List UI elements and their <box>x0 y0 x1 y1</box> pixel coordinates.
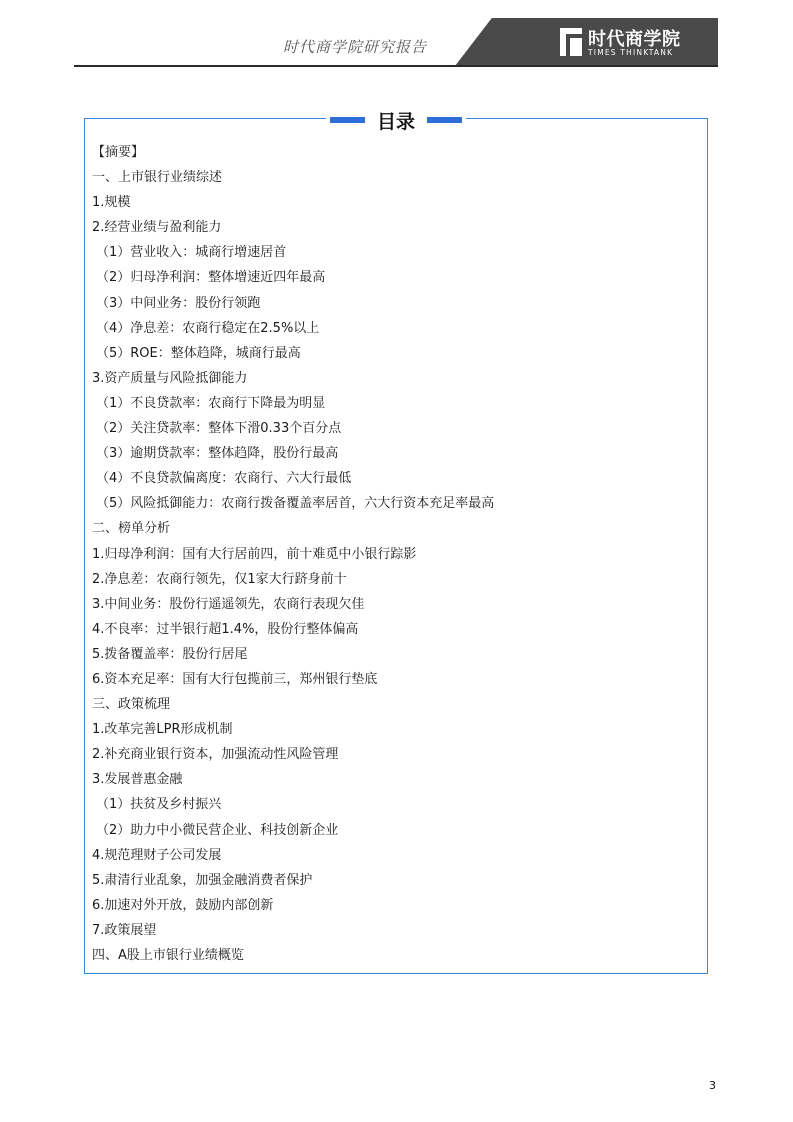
header-divider <box>74 65 718 67</box>
toc-entry[interactable]: 2.补充商业银行资本，加强流动性风险管理 <box>92 747 339 763</box>
toc-entry[interactable]: （2）归母净利润：整体增速近四年最高 <box>96 270 326 286</box>
toc-entry[interactable]: 2.经营业绩与盈利能力 <box>92 220 222 236</box>
toc-entry[interactable]: 5.拨备覆盖率：股份行居尾 <box>92 646 248 662</box>
logo-mark-icon <box>560 28 582 56</box>
toc-entry[interactable]: 二、榜单分析 <box>92 521 171 537</box>
page-number: 3 <box>709 1079 716 1092</box>
toc-entry[interactable]: 6.资本充足率：国有大行包揽前三，郑州银行垫底 <box>92 671 378 687</box>
toc-entry[interactable]: 3.中间业务：股份行遥遥领先，农商行表现欠佳 <box>92 596 365 612</box>
toc-list <box>92 140 494 968</box>
toc-entry[interactable]: （2）助力中小微民营企业、科技创新企业 <box>96 822 339 838</box>
logo-name: 时代商学院 <box>588 29 681 50</box>
logo-subtitle: TIMES THINKTANK <box>588 48 674 57</box>
toc-entry[interactable]: 1.规模 <box>92 195 131 211</box>
toc-entry[interactable]: （3）逾期贷款率：整体趋降，股份行最高 <box>96 446 339 462</box>
toc-entry[interactable]: 7.政策展望 <box>92 922 157 938</box>
toc-entry[interactable]: 3.发展普惠金融 <box>92 772 183 788</box>
toc-entry[interactable]: （4）不良贷款偏离度：农商行、六大行最低 <box>96 471 352 487</box>
toc-entry[interactable]: （4）净息差：农商行稳定在2.5%以上 <box>96 320 320 336</box>
toc-entry[interactable]: 3.资产质量与风险抵御能力 <box>92 370 248 386</box>
toc-entry[interactable]: 【摘要】 <box>92 145 145 160</box>
toc-entry[interactable]: （1）不良贷款率：农商行下降最为明显 <box>96 395 326 411</box>
toc-entry[interactable]: 1.改革完善LPR形成机制 <box>92 722 233 738</box>
toc-entry[interactable]: （1）扶贫及乡村振兴 <box>96 797 222 813</box>
toc-entry[interactable]: （1）营业收入：城商行增速居首 <box>96 245 287 261</box>
toc-entry[interactable]: （3）中间业务：股份行领跑 <box>96 295 261 311</box>
toc-entry[interactable]: （5）ROE：整体趋降，城商行最高 <box>96 345 301 361</box>
heading-bar-left <box>330 117 365 123</box>
toc-heading-text: 目录 <box>376 111 415 133</box>
toc-entry[interactable]: 2.净息差：农商行领先，仅1家大行跻身前十 <box>92 571 347 587</box>
brand-logo <box>560 27 715 61</box>
report-series-title: 时代商学院研究报告 <box>283 38 428 56</box>
toc-heading <box>326 105 466 133</box>
toc-entry[interactable]: 5.肃清行业乱象，加强金融消费者保护 <box>92 872 313 888</box>
page-header <box>0 0 793 70</box>
toc-entry[interactable]: （5）风险抵御能力：农商行拨备覆盖率居首，六大行资本充足率最高 <box>96 496 495 512</box>
toc-entry[interactable]: 三、政策梳理 <box>92 697 171 713</box>
toc-entry[interactable]: 1.归母净利润：国有大行居前四，前十难觅中小银行踪影 <box>92 546 417 562</box>
toc-entry[interactable]: （2）关注贷款率：整体下滑0.33个百分点 <box>96 421 342 437</box>
toc-entry[interactable]: 4.不良率：过半银行超1.4%，股份行整体偏高 <box>92 621 359 637</box>
toc-entry[interactable]: 4.规范理财子公司发展 <box>92 847 222 863</box>
heading-bar-right <box>427 117 462 123</box>
toc-entry[interactable]: 一、上市银行业绩综述 <box>92 170 223 186</box>
toc-entry[interactable]: 四、A股上市银行业绩概览 <box>92 948 244 963</box>
toc-entry[interactable]: 6.加速对外开放，鼓励内部创新 <box>92 897 274 913</box>
